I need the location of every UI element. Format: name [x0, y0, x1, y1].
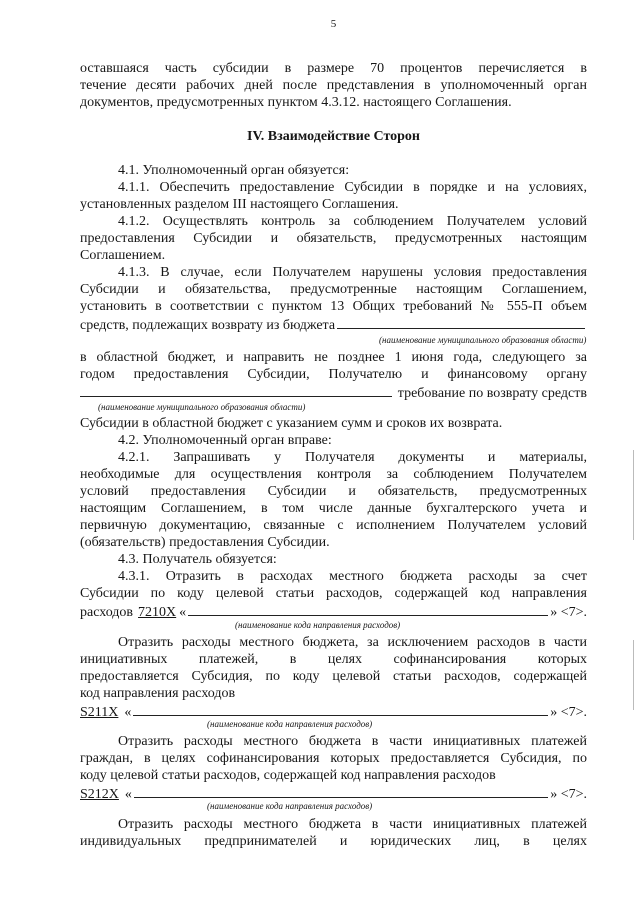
paragraph-text: требование по возврату средств: [397, 386, 587, 401]
paragraph-line: Отразить расходы местного бюджета, за исключением расходов в части: [118, 635, 587, 650]
paragraph-line: (обязательств) предоставления Субсидии.: [80, 535, 330, 550]
paragraph-line: оставшаяся часть субсидии в размере 70 процентов перечисляется в: [80, 61, 587, 76]
paragraph-line: 4.3. Получатель обязуется:: [118, 552, 277, 567]
quote-open: «: [179, 605, 187, 620]
quote-open: «: [124, 705, 132, 720]
paragraph-line: инициативных платежей, в целях софинансирования которых: [80, 652, 587, 667]
field-caption: (наименование муниципального образования области): [379, 335, 587, 345]
paragraph-line: настоящим Соглашением, в том числе данные бухгалтерского учета и: [80, 501, 587, 516]
paragraph-text: средств, подлежащих возврату из бюджета: [80, 318, 336, 333]
scan-edge-mark: [633, 640, 634, 710]
paragraph-line: граждан, в целях софинансирования которых предоставляется Субсидия, по: [80, 751, 587, 766]
expense-code: S211Х: [80, 705, 119, 720]
paragraph-line: предоставляется Субсидия, по коду целевой статьи расходов, содержащей: [80, 669, 587, 684]
paragraph-line: код направления расходов: [80, 686, 236, 701]
blank-line: [133, 702, 548, 716]
blank-line: [188, 602, 548, 616]
field-caption: (наименование муниципального образования области): [98, 402, 306, 412]
paragraph-line: Субсидии в областной бюджет с указанием сумм и сроков их возврата.: [80, 416, 503, 431]
paragraph-line: 4.1.2. Осуществлять контроль за соблюдением Получателем условий: [118, 214, 587, 229]
paragraph-line: индивидуальных предпринимателей и юридических лиц, в целях: [80, 834, 587, 849]
expense-code: S212Х: [80, 787, 119, 802]
blank-line: [134, 784, 548, 798]
blank-line: [337, 315, 585, 329]
paragraph-line: годом предоставления Субсидии, Получателю и финансовому органу: [80, 367, 587, 382]
quote-close: » <7>.: [550, 787, 587, 802]
quote-close: » <7>.: [550, 605, 587, 620]
paragraph-text: расходов: [80, 605, 134, 620]
expense-code: 7210Х: [138, 605, 177, 620]
paragraph-line-with-blank: [80, 383, 587, 402]
paragraph-line: 4.1. Уполномоченный орган обязуется:: [118, 163, 350, 178]
paragraph-line: коду целевой статьи расходов, содержащей код направления расходов: [80, 768, 496, 783]
paragraph-line: установленных разделом III настоящего Соглашения.: [80, 197, 399, 212]
section-heading: IV. Взаимодействие Сторон: [247, 129, 420, 144]
paragraph-line: течение десяти рабочих дней после представления в уполномоченный орган: [80, 78, 587, 93]
paragraph-line: Отразить расходы местного бюджета в части инициативных платежей: [118, 817, 587, 832]
paragraph-line: Отразить расходы местного бюджета в части инициативных платежей: [118, 734, 587, 749]
paragraph-line-with-blank: [80, 315, 587, 334]
paragraph-line: первичную документацию, связанные с исполнением Получателем условий: [80, 518, 587, 533]
paragraph-line: условий предоставления Субсидии и обязательств, предусмотренных: [80, 484, 587, 499]
page-number: 5: [330, 18, 337, 30]
paragraph-line: 4.2. Уполномоченный орган вправе:: [118, 433, 332, 448]
field-caption: (наименование кода направления расходов): [207, 719, 373, 729]
paragraph-line: необходимые для осуществления контроля за соблюдением Получателем: [80, 467, 587, 482]
blank-line: [80, 383, 392, 397]
paragraph-line: 4.3.1. Отразить в расходах местного бюджета расходы за счет: [118, 569, 587, 584]
paragraph-line: Субсидии и обязательства, предусмотренные настоящим Соглашением,: [80, 282, 587, 297]
code-line: [80, 602, 587, 621]
scan-edge-mark: [633, 450, 634, 540]
paragraph-line: Соглашением.: [80, 248, 166, 263]
quote-close: » <7>.: [550, 705, 587, 720]
paragraph-line: 4.2.1. Запрашивать у Получателя документы и материалы,: [118, 450, 587, 465]
field-caption: (наименование кода направления расходов): [235, 620, 401, 630]
paragraph-line: предоставления Субсидии и обязательств, предусмотренных настоящим: [80, 231, 587, 246]
paragraph-line: 4.1.3. В случае, если Получателем нарушены условия предоставления: [118, 265, 587, 280]
paragraph-line: Субсидии по коду целевой статьи расходов, содержащей код направления: [80, 586, 587, 601]
paragraph-line: документов, предусмотренных пунктом 4.3.12. настоящего Соглашения.: [80, 95, 512, 110]
paragraph-line: 4.1.1. Обеспечить предоставление Субсидии в порядке и на условиях,: [118, 180, 587, 195]
paragraph-line: установить в соответствии с пунктом 13 Общих требований № 555-П объем: [80, 299, 587, 314]
field-caption: (наименование кода направления расходов): [207, 801, 373, 811]
quote-open: «: [124, 787, 132, 802]
paragraph-line: в областной бюджет, и направить не позднее 1 июня года, следующего за: [80, 350, 587, 365]
